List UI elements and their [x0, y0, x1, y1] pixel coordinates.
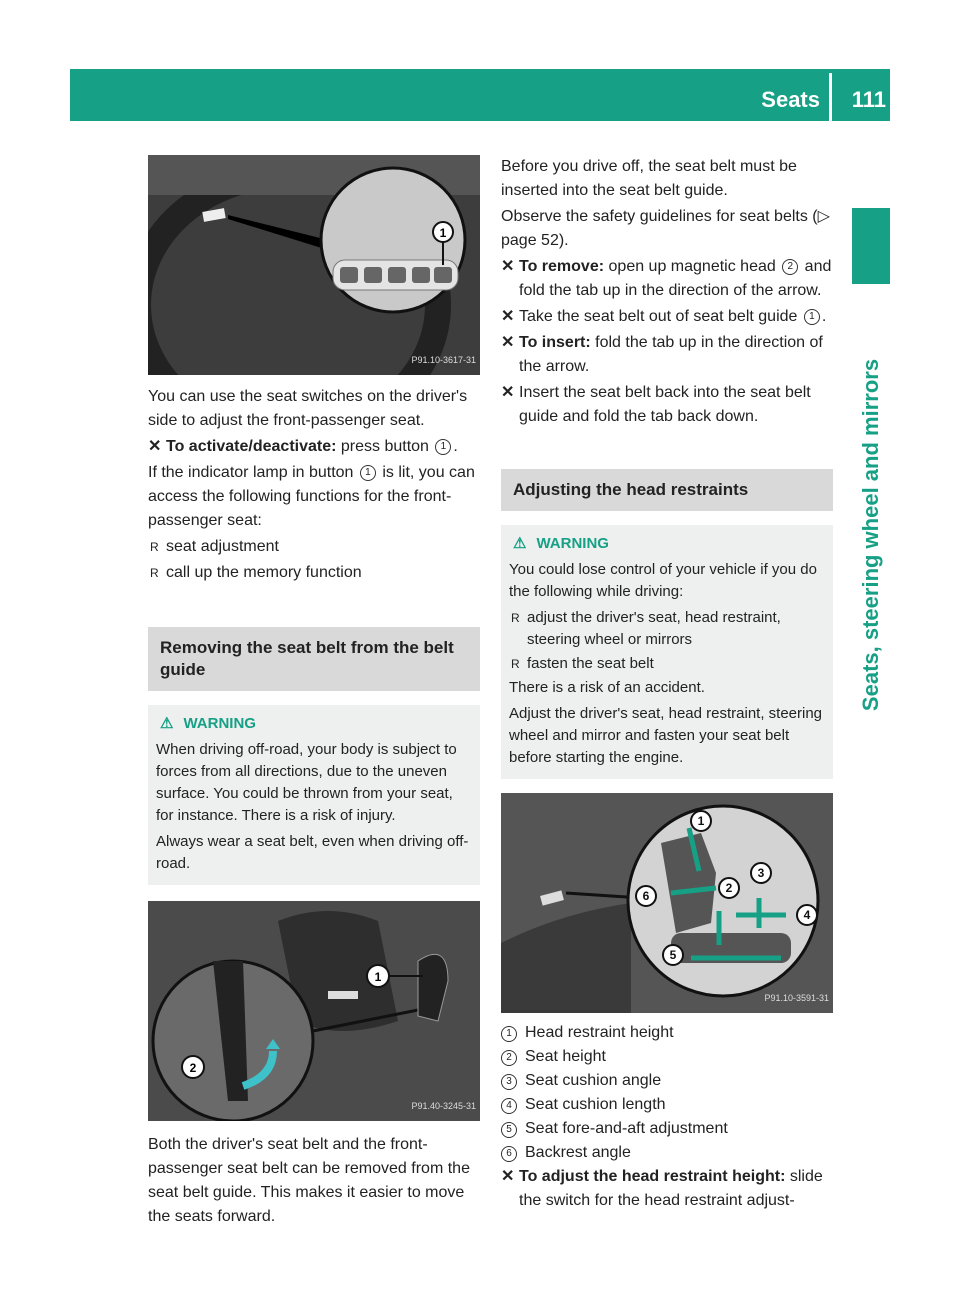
bullet-icon: R [511, 611, 520, 625]
seat-belt-illustration [148, 901, 480, 1121]
steering-wheel-illustration [148, 155, 480, 375]
warning-text: You could lose control of your vehicle if you do the following while driving: [509, 561, 817, 600]
chapter-tab [852, 208, 890, 284]
indicator-text-post: is lit, you can access the following functions for the front-passenger seat: [148, 464, 475, 529]
legend-item [501, 1021, 833, 1045]
right-column [501, 155, 833, 1215]
callout-number: 3 [501, 1074, 517, 1090]
paragraph: Observe the safety guidelines for seat belts (▷ page 52). [501, 208, 830, 249]
page-reference: page 52). [501, 232, 569, 249]
legend-text: Backrest angle [525, 1144, 631, 1161]
callout-number: 1 [501, 1026, 517, 1042]
warning-title [509, 533, 825, 555]
instruction-step: ✕ To activate/deactivate: press button 1 . [148, 435, 480, 459]
svg-text:2: 2 [725, 881, 733, 895]
warning-box [501, 525, 833, 779]
step-label: To remove: [519, 258, 605, 275]
step-text: Insert the seat belt back into the seat belt guide and fold the tab back down. [519, 384, 811, 425]
chapter-side-title [856, 295, 886, 775]
indicator-paragraph [148, 461, 480, 533]
list-item-text: seat adjustment [166, 538, 279, 555]
list-item-text: fasten the seat belt [527, 655, 654, 672]
paragraph-text: Observe the safety guidelines for seat belts [501, 208, 808, 225]
legend-item [501, 1045, 833, 1069]
callout-number: 1 [360, 465, 376, 481]
page-number: 111 [851, 87, 886, 112]
warning-text: When driving off-road, your body is subject to forces from all directions, due to the uneven surface. You could be thrown from your seat, for instance. There is a risk of injury. [156, 741, 457, 824]
image-caption: P91.10-3591-31 [764, 993, 829, 1003]
svg-text:6: 6 [642, 889, 650, 903]
warning-triangle-icon: ⚠ [513, 535, 527, 552]
legend-text: Seat cushion angle [525, 1072, 662, 1089]
warning-text: Adjust the driver's seat, head restraint, steering wheel and mirror and fasten your seat belt before starting the engine. [509, 705, 823, 766]
svg-text:4: 4 [803, 908, 811, 922]
left-column [148, 155, 480, 1231]
svg-text:1: 1 [697, 814, 705, 828]
legend-text: Seat height [525, 1048, 606, 1065]
instruction-step [501, 331, 833, 379]
step-text: fold the tab up in the direction of the arrow. [519, 334, 823, 375]
seat-belt-guide-image [148, 901, 480, 1121]
page-ref-arrow-icon: ▷ [817, 208, 830, 225]
legend-item [501, 1117, 833, 1141]
warning-title [156, 713, 472, 735]
image-caption: P91.40-3245-31 [411, 1101, 476, 1111]
svg-text:1: 1 [439, 226, 447, 240]
warning-label: WARNING [183, 715, 256, 732]
intro-paragraph: You can use the seat switches on the driver's side to adjust the front-passenger seat. [148, 388, 468, 429]
bullet-icon: R [150, 540, 159, 554]
warning-box [148, 705, 480, 885]
warning-label: WARNING [536, 535, 609, 552]
callout-number: 2 [782, 259, 798, 275]
step-arrow-icon: ✕ [501, 258, 515, 275]
section-heading: Adjusting the head restraints [501, 469, 833, 511]
svg-text:5: 5 [669, 948, 677, 962]
list-item-text: call up the memory function [166, 564, 362, 581]
bullet-icon: R [511, 657, 520, 671]
seat-controls-image [501, 793, 833, 1013]
legend-text: Head restraint height [525, 1024, 674, 1041]
step-arrow-icon: ✕ [501, 1168, 515, 1185]
list-item [148, 561, 480, 585]
legend-text: Seat fore-and-aft adjustment [525, 1120, 728, 1137]
instruction-step [501, 1165, 833, 1213]
section-heading: Removing the seat belt from the belt guide [148, 627, 480, 691]
step-label: To insert: [519, 334, 591, 351]
header-divider [829, 73, 832, 121]
step-text: and fold the tab up in the direction of the arrow. [519, 258, 832, 299]
svg-text:2: 2 [189, 1061, 197, 1075]
legend-item [501, 1093, 833, 1117]
legend-item [501, 1141, 833, 1165]
legend-text: Seat cushion length [525, 1096, 666, 1113]
step-arrow-icon: ✕ [148, 438, 162, 455]
step-text: Take the seat belt out of seat belt guide [519, 308, 798, 325]
svg-text:3: 3 [757, 866, 765, 880]
image-caption: P91.10-3617-31 [411, 355, 476, 365]
step-label: To adjust the head restraint height: [519, 1168, 786, 1185]
seat-controls-illustration [501, 793, 833, 1013]
callout-number: 5 [501, 1122, 517, 1138]
legend-item [501, 1069, 833, 1093]
callout-number: 6 [501, 1146, 517, 1162]
step-arrow-icon: ✕ [501, 334, 515, 351]
warning-triangle-icon: ⚠ [160, 715, 174, 732]
step-arrow-icon: ✕ [501, 384, 515, 401]
callout-number: 4 [501, 1098, 517, 1114]
step-text: press button [340, 438, 429, 455]
callout-number: 1 [435, 439, 451, 455]
legend-list [501, 1021, 833, 1165]
callout-number: 2 [501, 1050, 517, 1066]
page-header [70, 69, 890, 121]
instruction-step [501, 255, 833, 303]
step-text: slide the switch for the head restraint adjust- [519, 1168, 823, 1209]
paragraph: Before you drive off, the seat belt must be inserted into the seat belt guide. [501, 158, 797, 199]
section-title: Seats [761, 87, 820, 112]
seat-switch-image [148, 155, 480, 375]
bullet-icon: R [150, 566, 159, 580]
instruction-step [501, 381, 833, 429]
step-arrow-icon: ✕ [501, 308, 515, 325]
callout-number: 1 [804, 309, 820, 325]
chapter-side-title-text: Seats, steering wheel and mirrors [858, 358, 883, 712]
list-item [148, 535, 480, 559]
list-item-text: adjust the driver's seat, head restraint, steering wheel or mirrors [527, 609, 781, 648]
svg-text:1: 1 [374, 970, 382, 984]
seat-belt-paragraph: Both the driver's seat belt and the front-passenger seat belt can be removed from the seat belt guide. This makes it easier to move the seats forward. [148, 1136, 470, 1225]
list-item [509, 653, 825, 675]
list-item [509, 607, 825, 651]
instruction-step: ✕ Take the seat belt out of seat belt guide 1 . [501, 305, 833, 329]
warning-text: Always wear a seat belt, even when driving off-road. [156, 833, 469, 872]
step-label: To activate/deactivate: [166, 438, 337, 455]
step-text: open up magnetic head [608, 258, 776, 275]
warning-text: There is a risk of an accident. [509, 679, 705, 696]
indicator-text-pre: If the indicator lamp in button [148, 464, 354, 481]
